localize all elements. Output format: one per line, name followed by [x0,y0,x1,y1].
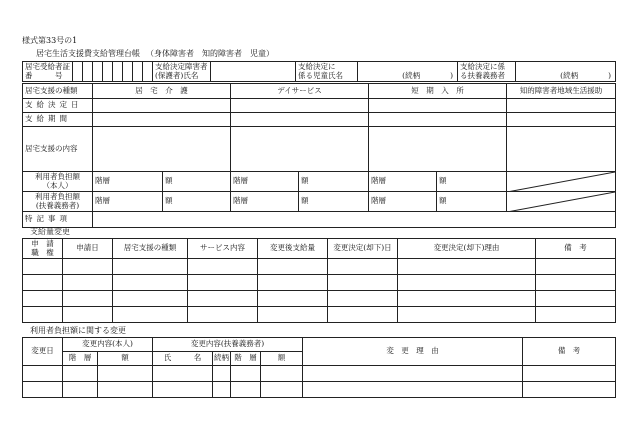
change-section-title: 支給量変更 [30,227,70,236]
level-cell[interactable]: 階層 [93,172,163,192]
table-cell[interactable] [188,307,258,323]
diagonal-cell [507,172,616,192]
level-header: 階 層 [231,352,261,366]
decision-date-label: 支給決定日 [23,99,93,113]
table-cell[interactable] [63,275,113,291]
changed-amount-header: 変更後支給量 [258,239,328,259]
table-cell[interactable] [258,307,328,323]
amount-cell[interactable]: 額 [163,192,231,212]
level-cell[interactable]: 階層 [369,192,437,212]
burden-self-label: 利用者負担額 （本人） [23,172,93,192]
table-cell[interactable] [23,307,63,323]
remarks-header: 備 考 [523,338,616,366]
decision-date-cell[interactable] [93,99,231,113]
table-cell[interactable] [328,275,398,291]
amount-cell[interactable]: 額 [299,192,369,212]
decided-person-field[interactable] [211,62,296,82]
table-cell[interactable] [536,275,616,291]
table-cell[interactable] [23,275,63,291]
table-cell[interactable] [98,382,153,398]
decision-date-header: 変更決定(却下)日 [328,239,398,259]
table-cell[interactable] [63,366,98,382]
notes-label: 特記事項 [23,212,93,228]
table-row [23,259,616,275]
change-date-header: 変更日 [23,338,63,366]
digit-box[interactable] [93,62,103,82]
title-categories: （身体障害者 知的障害者 児童） [146,49,274,58]
header-table [22,61,616,82]
table-cell[interactable] [113,307,188,323]
table-row [23,382,616,398]
table-cell[interactable] [536,291,616,307]
table-cell[interactable] [188,275,258,291]
content-cell[interactable] [507,127,616,172]
diagonal-cell [507,192,616,212]
table-cell[interactable] [23,259,63,275]
decision-date-cell[interactable] [231,99,369,113]
recipient-number-label: 居宅受給者証 番 号 [23,62,73,82]
level-cell[interactable]: 階層 [369,172,437,192]
table-cell[interactable] [63,382,98,398]
name-header: 氏 名 [153,352,213,366]
table-cell[interactable] [261,382,303,398]
table-cell[interactable] [523,366,616,382]
amount-cell[interactable]: 額 [163,172,231,192]
diagonal-line [507,172,615,192]
table-cell[interactable] [213,382,231,398]
digit-box[interactable] [113,62,123,82]
table-cell[interactable] [231,382,261,398]
table-cell[interactable] [258,275,328,291]
burden-supporter-label: 利用者負担額 (扶養義務者) [23,192,93,212]
table-cell[interactable] [258,291,328,307]
amount-header: 額 [98,352,153,366]
child-name-label: 支給決定に 係る児童氏名 [296,62,358,82]
content-cell[interactable] [231,127,369,172]
table-cell[interactable] [98,366,153,382]
relation-field: (続柄 ) [560,71,611,81]
table-cell[interactable] [213,366,231,382]
period-cell[interactable] [507,113,616,127]
decision-reason-header: 変更決定(却下)理由 [398,239,536,259]
digit-box[interactable] [103,62,113,82]
level-cell[interactable]: 階層 [231,192,299,212]
table-cell[interactable] [113,291,188,307]
amount-cell[interactable]: 額 [437,172,507,192]
col-home-care: 居 宅 介 護 [93,84,231,99]
change-table [22,238,616,323]
table-cell[interactable] [398,307,536,323]
level-header: 階 層 [63,352,98,366]
table-cell[interactable] [153,382,213,398]
table-cell[interactable] [523,382,616,398]
table-row [23,291,616,307]
table-cell[interactable] [23,382,63,398]
page-title: 居宅生活支援費支給管理台帳 [36,49,140,58]
table-cell[interactable] [261,366,303,382]
application-date-header: 申請日 [63,239,113,259]
table-cell[interactable] [303,366,523,382]
period-cell[interactable] [369,113,507,127]
reason-header: 変 更 理 由 [303,338,523,366]
table-cell[interactable] [63,259,113,275]
table-row [23,307,616,323]
content-self-header: 変更内容(本人) [63,338,153,352]
support-table [22,83,616,228]
table-cell[interactable] [63,291,113,307]
service-content-header: サービス内容 [188,239,258,259]
content-label: 居宅支援の内容 [23,127,93,172]
level-cell[interactable]: 階層 [93,192,163,212]
content-cell[interactable] [93,127,231,172]
applicant-header: 申 請 職 権 [23,239,63,259]
table-cell[interactable] [258,259,328,275]
digit-box[interactable] [123,62,133,82]
table-cell[interactable] [23,366,63,382]
table-cell[interactable] [536,259,616,275]
table-cell[interactable] [398,259,536,275]
service-type-header: 居宅支援の種類 [113,239,188,259]
digit-box[interactable] [133,62,143,82]
table-cell[interactable] [153,366,213,382]
col-short-stay: 短 期 入 所 [369,84,507,99]
amount-cell[interactable]: 額 [437,192,507,212]
content-supporter-header: 変更内容(扶養義務者) [153,338,303,352]
table-cell[interactable] [536,307,616,323]
table-row [23,366,616,382]
table-cell[interactable] [113,275,188,291]
table-cell[interactable] [328,307,398,323]
period-cell[interactable] [93,113,231,127]
decided-person-label: 支給決定障害者 (保護者)氏名 [153,62,211,82]
digit-box[interactable] [73,62,83,82]
supporter-field[interactable] [516,62,616,82]
table-cell[interactable] [113,259,188,275]
relation-field: (続柄 ) [402,71,453,81]
digit-box[interactable] [83,62,93,82]
notes-cell[interactable] [93,212,616,228]
remarks-header: 備 考 [536,239,616,259]
child-name-field[interactable] [358,62,458,82]
table-cell[interactable] [398,275,536,291]
supporter-label: 支給決定に係 る扶養義務者 [458,62,516,82]
burden-section-title: 利用者負担額に関する変更 [30,326,126,335]
decision-date-cell[interactable] [369,99,507,113]
diagonal-line [507,192,615,212]
table-cell[interactable] [303,382,523,398]
table-cell[interactable] [328,291,398,307]
table-cell[interactable] [188,291,258,307]
burden-change-table [22,337,616,398]
content-cell[interactable] [369,127,507,172]
table-cell[interactable] [23,291,63,307]
table-cell[interactable] [188,259,258,275]
table-cell[interactable] [328,259,398,275]
table-cell[interactable] [398,291,536,307]
table-cell[interactable] [231,366,261,382]
period-cell[interactable] [231,113,369,127]
decision-date-cell[interactable] [507,99,616,113]
level-cell[interactable]: 階層 [231,172,299,192]
relation-header: 続柄 [213,352,231,366]
table-row [23,275,616,291]
period-label: 支給期間 [23,113,93,127]
amount-header: 額 [261,352,303,366]
digit-box[interactable] [143,62,153,82]
service-type-label: 居宅支援の種類 [23,84,93,99]
col-community-support: 知的障害者地域生活援助 [507,84,616,99]
table-cell[interactable] [63,307,113,323]
col-day-service: デイサービス [231,84,369,99]
form-number: 様式第33号の1 [22,36,78,45]
amount-cell[interactable]: 額 [299,172,369,192]
